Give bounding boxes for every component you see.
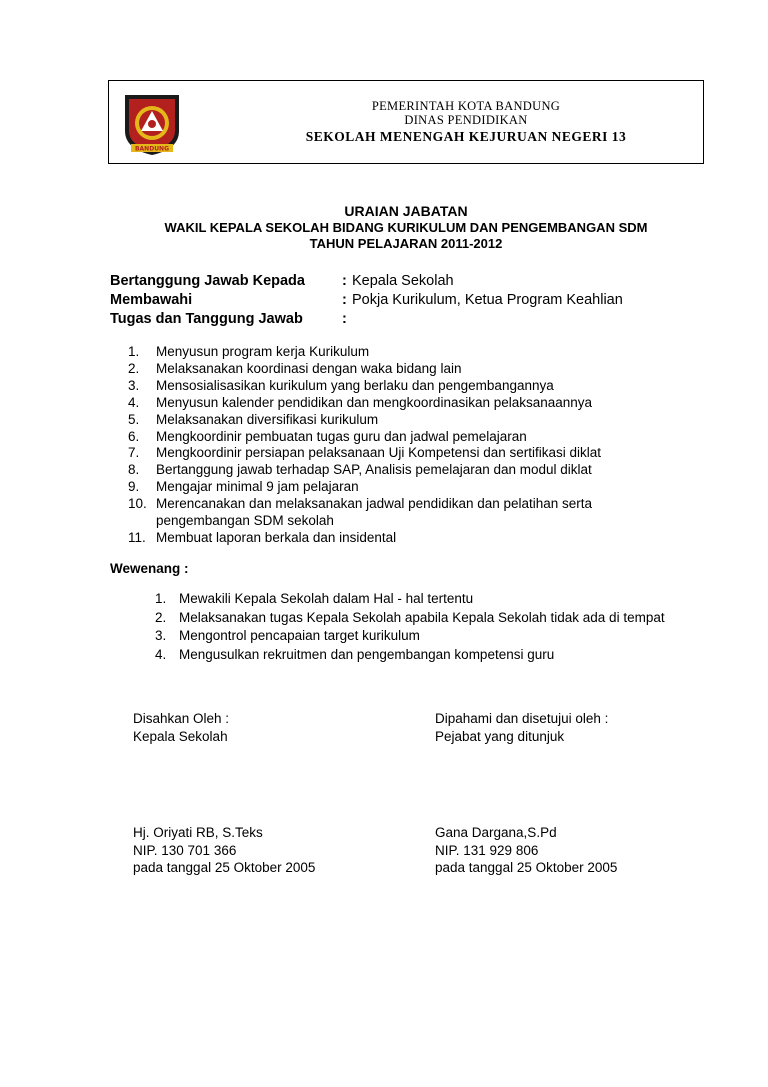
info-value: Pokja Kurikulum, Ketua Program Keahlian	[352, 292, 623, 308]
government-name: PEMERINTAH KOTA BANDUNG	[371, 99, 561, 113]
item-number: 6.	[128, 428, 140, 444]
list-item	[128, 445, 636, 462]
item-text: Mengkoordinir persiapan pelaksanaan Uji Kompetensi dan sertifikasi diklat	[156, 445, 601, 461]
info-colon: :	[342, 292, 347, 308]
item-text: Bertanggung jawab terhadap SAP, Analisis pemelajaran dan modul diklat	[156, 462, 592, 478]
info-row	[110, 291, 623, 310]
info-label: Bertanggung Jawab Kepada	[110, 273, 305, 289]
school-emblem-icon	[121, 91, 183, 157]
list-item	[128, 378, 636, 395]
letterhead-text	[229, 99, 703, 147]
item-text: Mewakili Kepala Sekolah dalam Hal - hal tertentu	[179, 591, 474, 606]
info-value: Kepala Sekolah	[352, 273, 454, 289]
signatory-date: pada tanggal 25 Oktober 2005	[435, 860, 618, 875]
item-number: 4.	[155, 646, 167, 662]
list-item	[128, 395, 636, 412]
department-name: DINAS PENDIDIKAN	[404, 113, 528, 127]
info-label: Membawahi	[110, 292, 193, 308]
left-signatory	[133, 824, 315, 877]
list-item	[128, 462, 636, 479]
duties-list	[128, 344, 636, 547]
left-approval-block	[133, 710, 229, 745]
item-text: Melaksanakan diversifikasi kurikulum	[156, 411, 379, 427]
authority-list	[155, 590, 665, 664]
list-item	[155, 590, 665, 609]
right-signatory	[435, 824, 617, 877]
item-number: 9.	[128, 479, 140, 495]
item-number: 1.	[155, 591, 167, 606]
item-text: Menyusun program kerja Kurikulum	[156, 344, 370, 359]
signatory-date: pada tanggal 25 Oktober 2005	[133, 860, 316, 875]
approval-label: Dipahami dan disetujui oleh :	[435, 711, 609, 726]
list-item	[155, 646, 665, 665]
signatory-nip: NIP. 130 701 366	[133, 842, 237, 858]
signatory-name: Gana Dargana,S.Pd	[435, 825, 557, 840]
info-row	[110, 272, 623, 291]
logo-caption: BANDUNG	[134, 145, 170, 153]
position-info	[110, 272, 623, 329]
title-line-3: TAHUN PELAJARAN 2011-2012	[309, 236, 503, 251]
list-item	[128, 479, 636, 496]
item-number: 2.	[128, 360, 140, 376]
info-label: Tugas dan Tanggung Jawab	[110, 311, 303, 327]
item-text: Mengajar minimal 9 jam pelajaran	[156, 479, 359, 495]
document-title	[108, 203, 704, 252]
item-number: 8.	[128, 462, 140, 478]
authority-heading: Wewenang :	[110, 561, 189, 576]
list-item	[128, 530, 636, 547]
item-number: 3.	[155, 628, 167, 643]
title-line-1: URAIAN JABATAN	[344, 203, 468, 219]
list-item	[128, 412, 636, 429]
item-text: Mengkoordinir pembuatan tugas guru dan jadwal pemelajaran	[156, 428, 527, 444]
right-approval-block	[435, 710, 608, 745]
item-number: 10.	[128, 496, 147, 512]
info-colon: :	[342, 311, 347, 327]
list-item	[128, 496, 636, 530]
item-text: Membuat laporan berkala dan insidental	[156, 529, 397, 545]
list-item	[128, 361, 636, 378]
list-item	[128, 429, 636, 446]
signatory-name: Hj. Oriyati RB, S.Teks	[133, 825, 263, 840]
letterhead	[108, 80, 704, 164]
list-item	[155, 609, 665, 628]
item-number: 1.	[128, 344, 140, 359]
approval-label: Disahkan Oleh :	[133, 711, 230, 726]
info-row	[110, 310, 623, 329]
title-line-2: WAKIL KEPALA SEKOLAH BIDANG KURIKULUM DAN PENGEMBANGAN SDM	[164, 220, 648, 235]
item-number: 4.	[128, 394, 140, 410]
item-text: Mensosialisasikan kurikulum yang berlaku dan pengembangannya	[156, 377, 554, 393]
item-number: 2.	[155, 609, 167, 625]
item-number: 11.	[128, 529, 146, 545]
item-number: 5.	[128, 411, 140, 427]
item-number: 7.	[128, 445, 140, 461]
signatory-nip: NIP. 131 929 806	[435, 842, 539, 858]
approver-role: Pejabat yang ditunjuk	[435, 728, 565, 744]
list-item	[128, 344, 636, 361]
item-text: Mengontrol pencapaian target kurikulum	[179, 628, 420, 643]
item-text: Melaksanakan koordinasi dengan waka bidang lain	[156, 360, 462, 376]
item-text: Menyusun kalender pendidikan dan mengkoordinasikan pelaksanaannya	[156, 394, 593, 410]
item-number: 3.	[128, 377, 140, 393]
item-text: Merencanakan dan melaksanakan jadwal pendidikan dan pelatihan serta pengembangan SDM sekolah	[156, 496, 593, 529]
item-text: Mengusulkan rekruitmen dan pengembangan kompetensi guru	[179, 646, 555, 662]
approver-role: Kepala Sekolah	[133, 728, 228, 744]
info-colon: :	[342, 273, 347, 289]
school-name: SEKOLAH MENENGAH KEJURUAN NEGERI 13	[305, 129, 627, 144]
list-item	[155, 627, 665, 646]
item-text: Melaksanakan tugas Kepala Sekolah apabila Kepala Sekolah tidak ada di tempat	[179, 609, 665, 625]
